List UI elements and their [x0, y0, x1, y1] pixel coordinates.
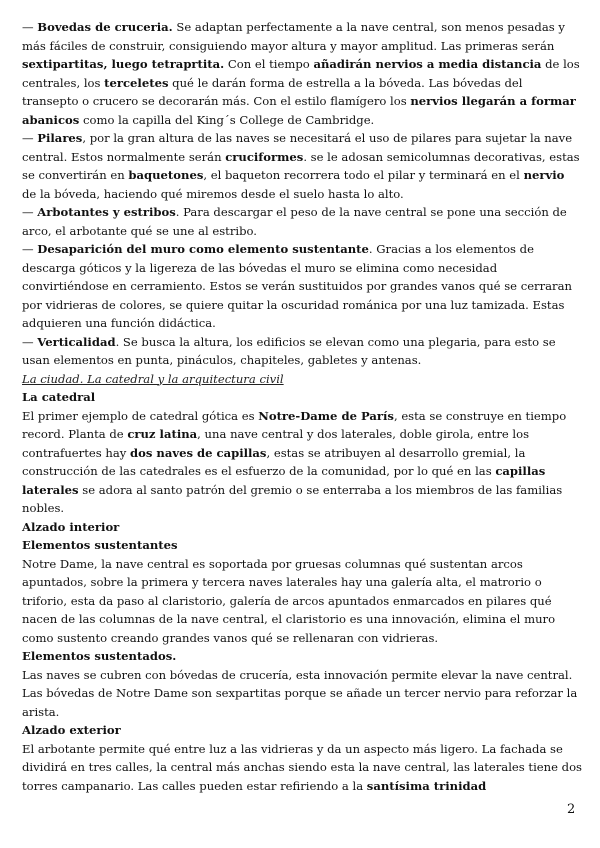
text: , por la gran altura de las naves se necesitará el uso de pilares para sujetar la nave central. Estos normalmente serán	[22, 131, 573, 164]
text: , una nave central y dos laterales, doble girola, entre los contrafuertes hay	[22, 427, 530, 460]
bold-term: dos naves de capillas	[129, 445, 267, 460]
text: El primer ejemplo de catedral gótica es	[22, 408, 259, 423]
text: . se le adosan semicolumnas decorativas, estas se convertirán en	[22, 149, 580, 182]
bold-term: nervio	[523, 168, 565, 182]
paragraph-bovedas	[22, 18, 582, 129]
bold-term: capillas laterales	[22, 464, 546, 497]
text: —	[22, 242, 38, 256]
text: qué le darán forma de estrella a la bóveda. Las bóvedas del transepto o crucero se decorarán más. Con el estilo flamígero los	[22, 75, 523, 108]
text: Con el tiempo	[224, 57, 314, 71]
subheading-elementos-sustentados: Elementos sustentados.	[22, 649, 177, 663]
text: . Se busca la altura, los edificios se elevan como una plegaria, para esto se usan elementos en punta, pináculos, chapiteles, gabletes y antenas.	[22, 334, 556, 367]
paragraph-verticalidad	[22, 333, 582, 370]
bold-term: sextipartitas, luego tetraprtita.	[22, 57, 225, 71]
heading-la-catedral: La catedral	[22, 390, 96, 404]
bold-term: Bovedas de cruceria.	[37, 20, 173, 34]
bold-term: añadirán nervios a media distancia	[313, 57, 542, 71]
paragraph-elementos-sustentantes: Notre Dame, la nave central es soportada por gruesas columnas qué sustentan arcos apuntados, sobre la primera y tercera naves laterales hay una galería alta, el matrorio o triforio, esta da paso al claristorio, galería de arcos apuntados enmarcados en pilares qué nacen de las columnas de la nave central, el claristorio es una innovación, elimina el muro como sustento creando grandes vanos qué se rellenaran con vidrieras.	[22, 556, 556, 645]
text: —	[22, 20, 38, 34]
paragraph-desaparicion-muro	[22, 240, 582, 333]
paragraph-elementos-sustentados: Las naves se cubren con bóvedas de crucería, esta innovación permite elevar la nave central. Las bóvedas de Notre Dame son sexpartitas porque se añade un tercer nervio para reforzar la arista.	[22, 667, 578, 719]
bold-term: Notre-Dame de París	[258, 408, 394, 423]
document-page	[22, 18, 582, 795]
bold-term: Arbotantes y estribos	[37, 205, 176, 219]
bold-term: baquetones	[128, 168, 204, 182]
text: , estas se atribuyen al desarrollo gremial, la construcción de las catedrales es el esfuerzo de la comunidad, por lo qué en las	[22, 445, 526, 478]
page-number: 2	[567, 802, 576, 817]
bold-term: Desaparición del muro como elemento sustentante	[37, 242, 369, 256]
heading-alzado-interior: Alzado interior	[22, 519, 120, 534]
text: se adora al santo patrón del gremio o se enterraba a los miembros de las familias nobles.	[22, 482, 563, 515]
paragraph-catedral	[22, 407, 582, 518]
bold-term: cruciformes	[225, 149, 304, 164]
bold-term: nervios llegarán a formar abanicos	[22, 94, 576, 127]
text: —	[22, 334, 38, 349]
section-title: La ciudad. La catedral y la arquitectura civil	[22, 371, 284, 386]
text: como la capilla del King´s College de Cambridge.	[79, 112, 375, 127]
bold-term: Verticalidad	[37, 334, 116, 349]
bold-term: terceletes	[104, 75, 169, 90]
text: —	[22, 131, 38, 145]
text: de los centrales, los	[22, 57, 580, 90]
text: Se adaptan perfectamente a la nave central, son menos pesadas y más fáciles de construir, consiguiendo mayor altura y mayor amplitud. Las primeras serán	[22, 20, 565, 53]
paragraph-arbotantes	[22, 203, 582, 240]
text: . Para descargar el peso de la nave central se pone una sección de arco, el arbotante qué se une al estribo.	[22, 205, 567, 238]
text: El arbotante permite qué entre luz a las vidrieras y da un aspecto más ligero. La fachada se dividirá en tres calles, la central más anchas siendo esta la nave central, las laterales tiene dos torres campanario. Las calles pueden estar refiriendo a la	[22, 741, 583, 793]
paragraph-alzado-exterior	[22, 740, 582, 796]
text: , esta se construye en tiempo record. Planta de	[22, 408, 567, 441]
paragraph-pilares	[22, 129, 582, 203]
text: —	[22, 205, 38, 219]
text: , el baqueton recorrera todo el pilar y terminará en el	[203, 168, 524, 182]
subheading-elementos-sustentantes: Elementos sustentantes	[22, 538, 178, 552]
bold-term: Pilares	[37, 131, 83, 145]
bold-term: santísima trinidad	[366, 778, 487, 793]
heading-alzado-exterior: Alzado exterior	[22, 723, 121, 737]
text: . Gracias a los elementos de descarga góticos y la ligereza de las bóvedas el muro se elimina como necesidad convirtiéndose en cerramiento. Estos se verán sustituidos por grandes vanos qué se cerraran por vidrieras de colores, se quiere quitar la oscuridad románica por una luz tamizada. Estas adquieren una función didáctica.	[22, 242, 572, 330]
bold-term: cruz latina	[127, 427, 198, 441]
text: de la bóveda, haciendo qué miremos desde el suelo hasta lo alto.	[22, 186, 404, 201]
